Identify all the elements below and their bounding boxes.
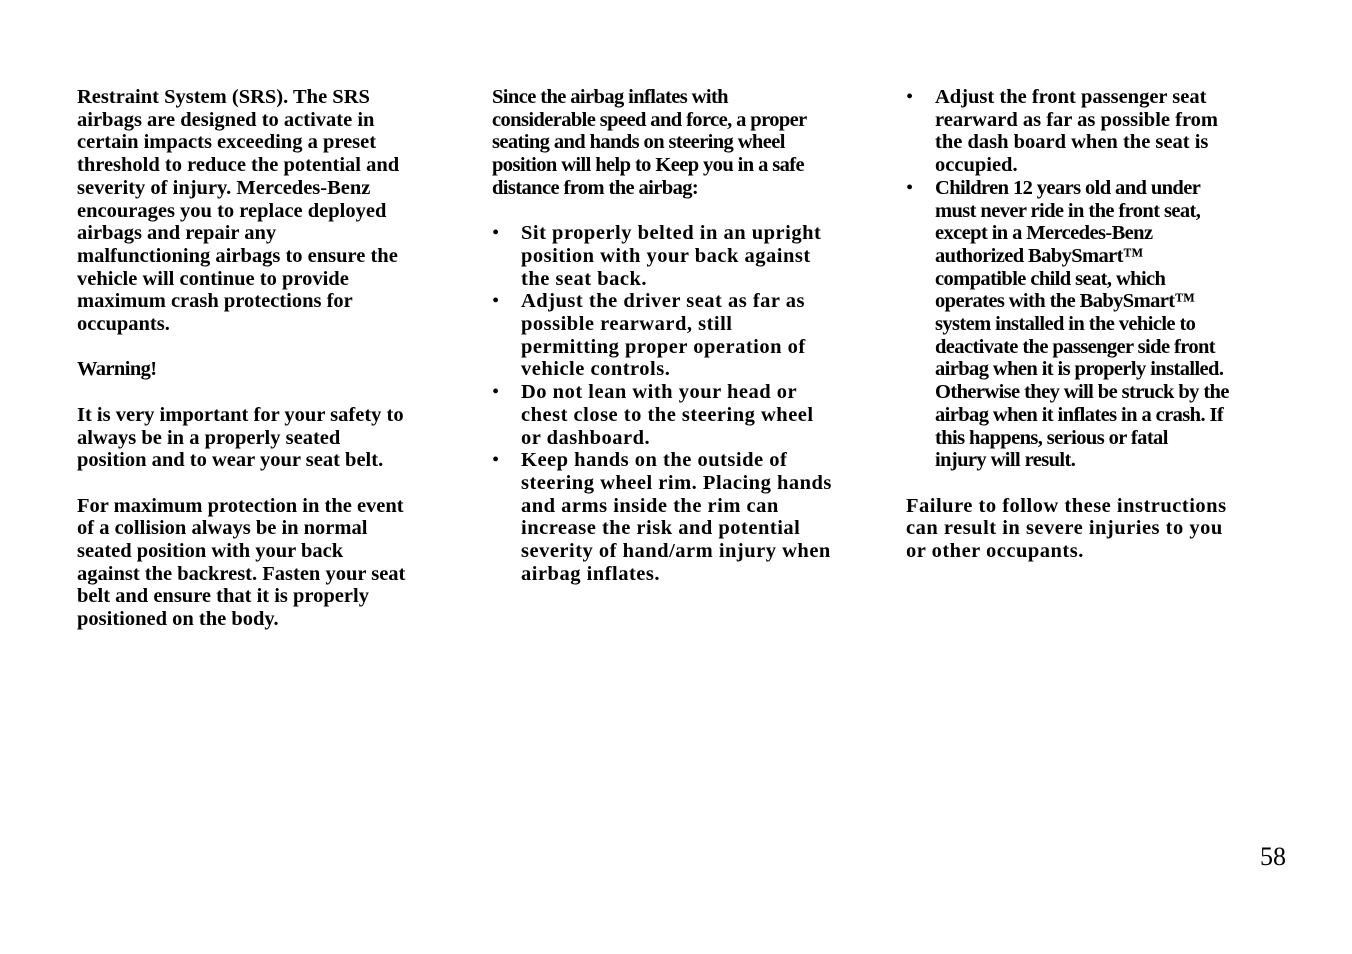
list-item <box>906 86 1276 177</box>
bullet-icon: • <box>492 381 500 404</box>
list-item <box>492 290 862 381</box>
page-number: 58 <box>1260 842 1286 871</box>
column-1 <box>77 86 449 654</box>
list-item-text: Sit properly belted in an upright position with your back against the seat back. <box>521 222 822 290</box>
list-item <box>492 381 862 449</box>
column-3 <box>906 86 1276 585</box>
list-item <box>492 449 862 585</box>
bullet-icon: • <box>492 290 500 313</box>
airbag-intro-paragraph: Since the airbag inflates with considerable speed and force, a proper seating and hands on steering wheel position will help to Keep you in a safe distance from the airbag: <box>492 86 807 199</box>
list-item-text: Do not lean with your head or chest close to the steering wheel or dashboard. <box>521 381 814 449</box>
closing-paragraph: Failure to follow these instructions can result in severe injuries to you or other occupants. <box>906 494 1227 563</box>
warning-heading: Warning! <box>77 358 157 381</box>
list-item <box>906 177 1276 472</box>
bullet-icon: • <box>906 86 914 108</box>
passenger-bullet-list <box>906 86 1276 472</box>
bullet-icon: • <box>906 176 913 199</box>
list-item-text: Adjust the front passenger seat rearward as far as possible from the dash board when the seat is occupied. <box>935 86 1218 177</box>
list-item <box>492 222 862 290</box>
srs-paragraph: Restraint System (SRS). The SRS airbags are designed to activate in certain impacts exceeding a preset threshold to reduce the potential and severity of injury. Mercedes-Benz encourages you to replace deployed airbags and repair any malfunctioning airbags to ensure the vehicle will continue to provide maximum crash protections for occupants. <box>77 86 400 336</box>
safety-paragraph: It is very important for your safety to always be in a properly seated position and to wear your seat belt. <box>77 403 404 472</box>
list-item-text: Keep hands on the outside of steering wheel rim. Placing hands and arms inside the rim can increase the risk and potential severity of hand/arm injury when airbag inflates. <box>521 449 832 585</box>
column-2 <box>492 86 862 608</box>
list-item-text: Children 12 years old and under must never ride in the front seat, except in a Mercedes-Benz authorized BabySmart™ compatible child seat, which operates with the BabySmart™ system installed in the vehicle to deactivate the passenger side front airbag when it is properly installed. Otherwise they will be struck by the airbag when it inflates in a crash. If this happens, serious or fatal injury will result. <box>935 176 1229 472</box>
bullet-icon: • <box>492 222 500 245</box>
bullet-icon: • <box>492 449 500 472</box>
driver-bullet-list <box>492 222 862 585</box>
protection-paragraph: For maximum protection in the event of a collision always be in normal seated position with your back against the backrest. Fasten your seat belt and ensure that it is properly positioned on the body. <box>77 494 406 631</box>
list-item-text: Adjust the driver seat as far as possible rearward, still permitting proper operation of vehicle controls. <box>521 290 806 381</box>
